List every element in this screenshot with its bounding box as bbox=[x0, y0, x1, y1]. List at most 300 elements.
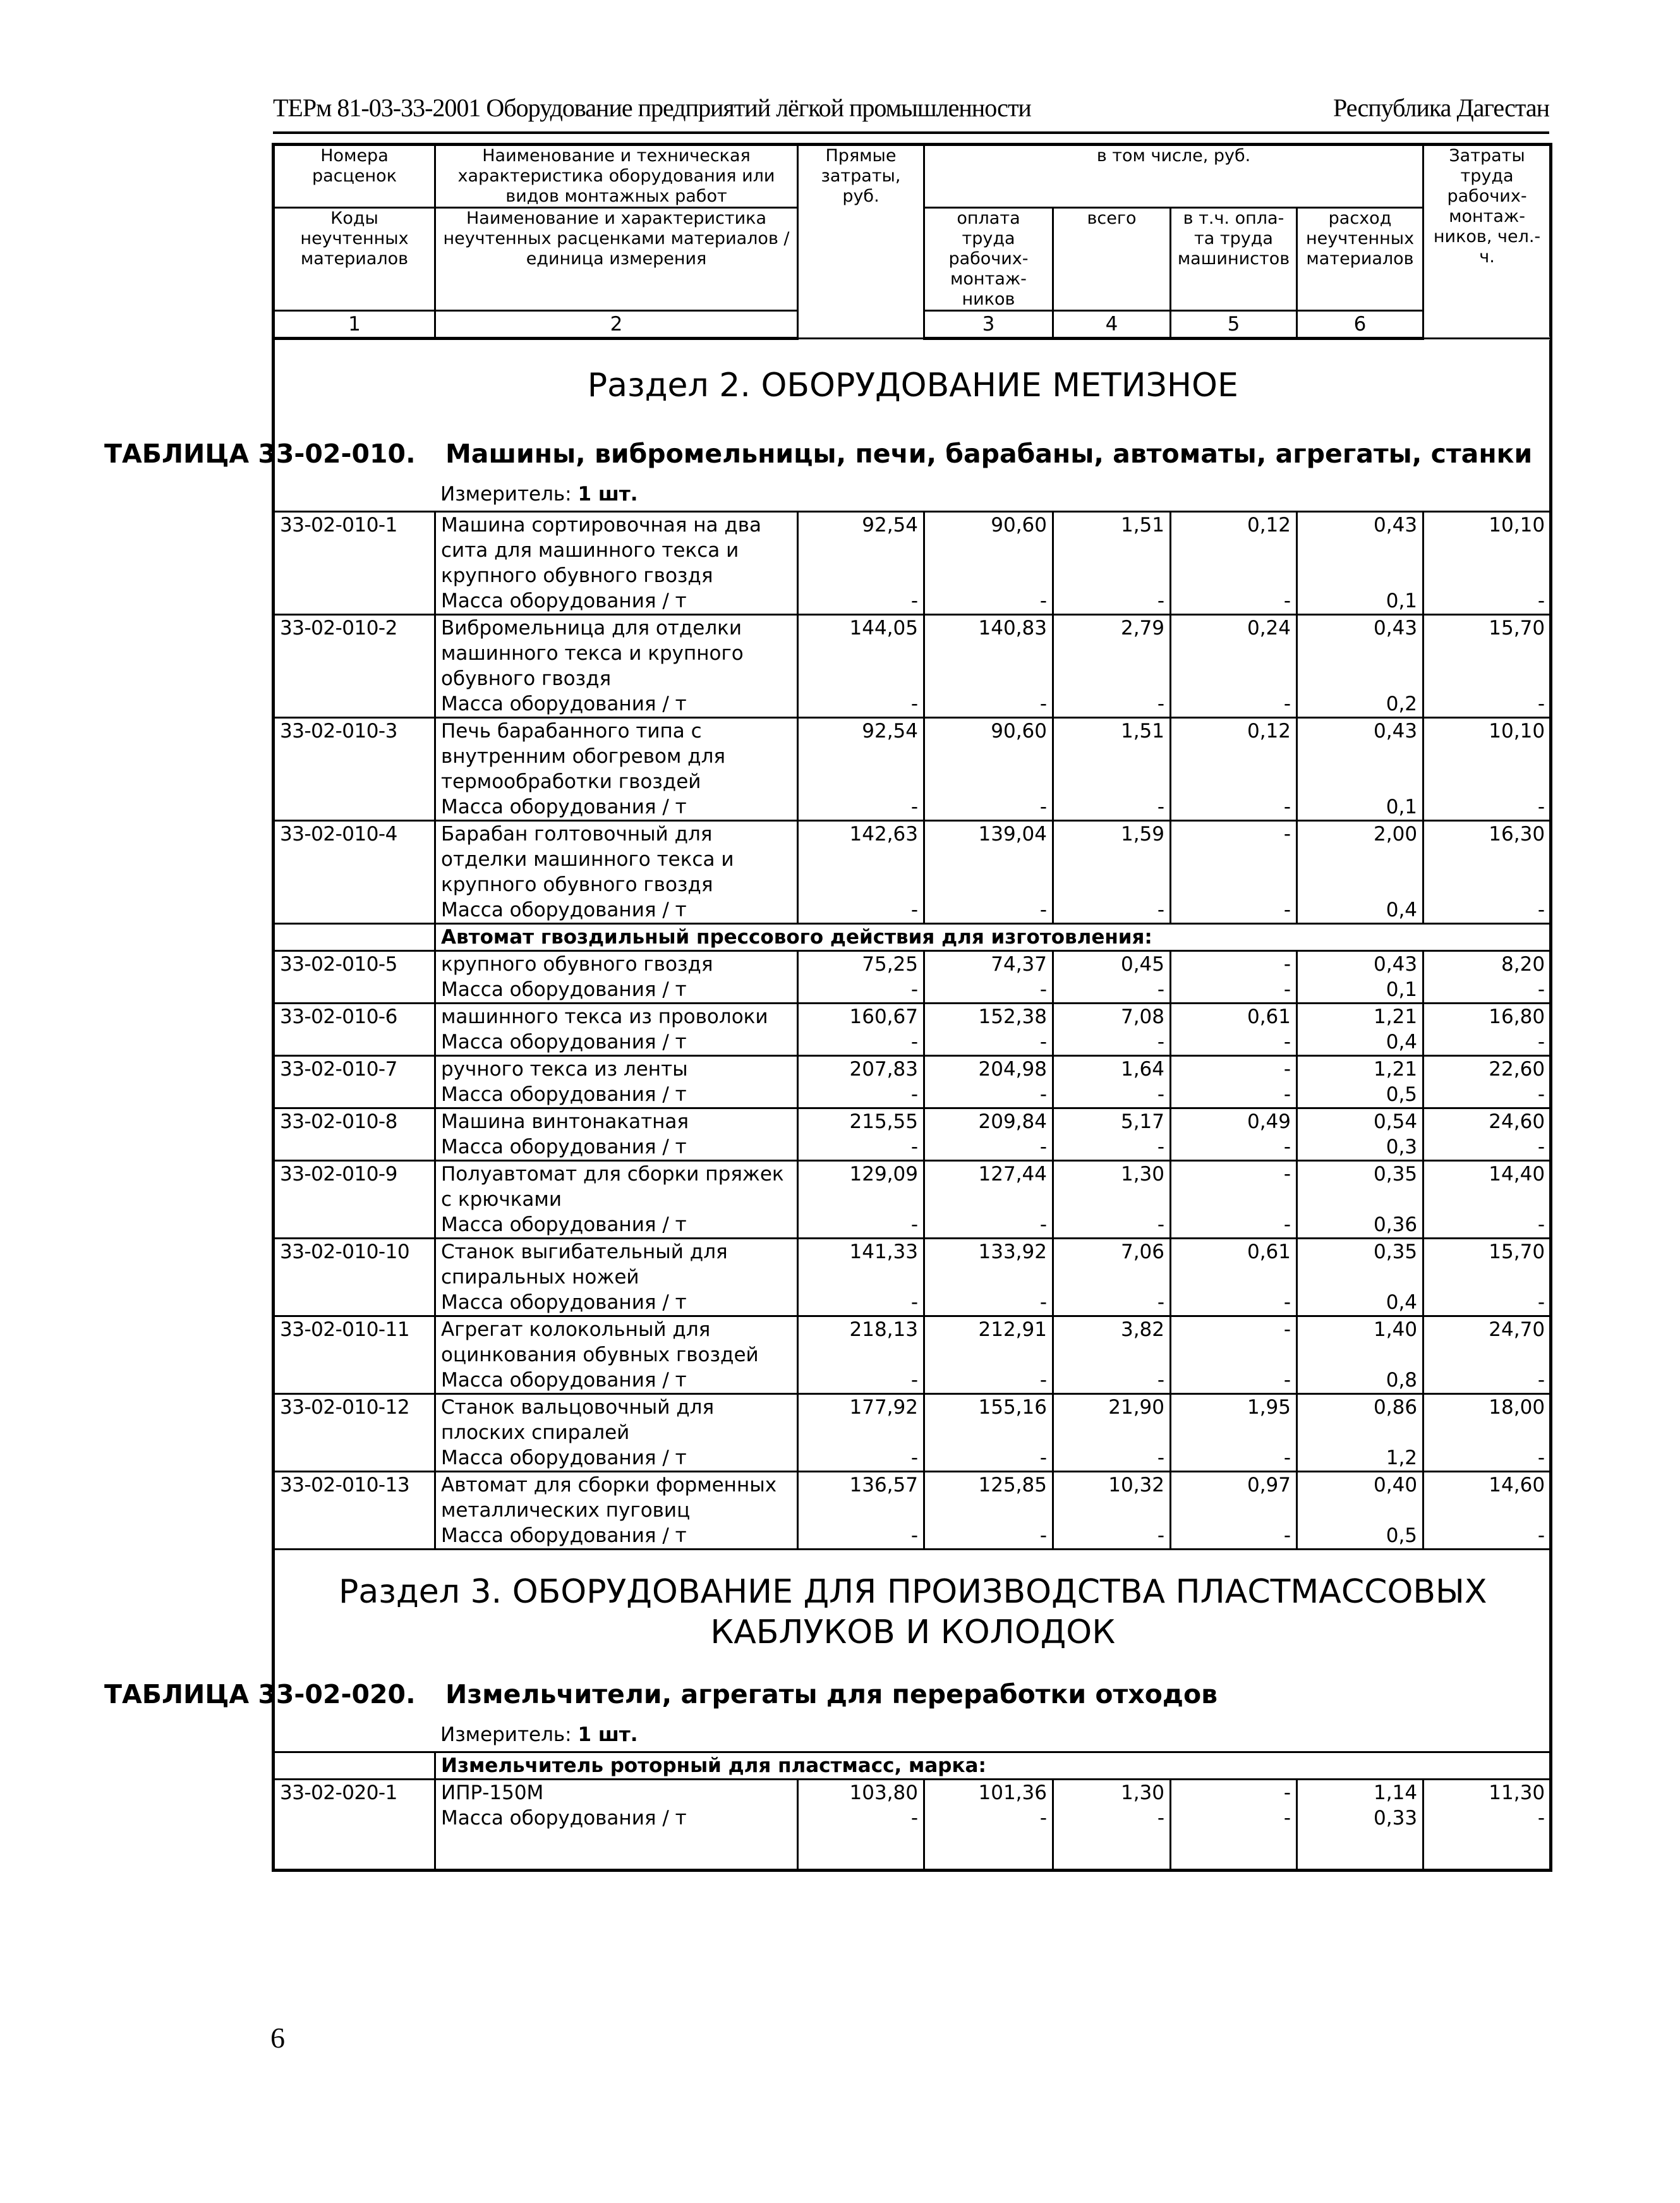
empty-cell bbox=[274, 897, 435, 924]
mass-labor: - bbox=[924, 1368, 1053, 1394]
mass-row bbox=[274, 1134, 1551, 1161]
mass-machines: - bbox=[1053, 1029, 1171, 1056]
mass-hours: - bbox=[1423, 1445, 1551, 1472]
mass-labor: - bbox=[924, 691, 1053, 718]
rate-code: 33-02-010-13 bbox=[274, 1472, 435, 1524]
column-number: 4 bbox=[1053, 311, 1171, 339]
equipment-name: крупного обувного гвоздя bbox=[435, 951, 798, 978]
mass-row bbox=[274, 1082, 1551, 1108]
value-labor: 204,98 bbox=[924, 1056, 1053, 1083]
unit-label: Измеритель: bbox=[440, 483, 572, 506]
table-row bbox=[274, 1316, 1551, 1368]
value-machines: 0,45 bbox=[1053, 951, 1171, 978]
value-direct: 177,92 bbox=[798, 1394, 924, 1446]
header-labor-hours: Затраты труда рабочих-монтаж-ников, чел.-ч. bbox=[1423, 145, 1551, 339]
table-row bbox=[274, 951, 1551, 978]
mass-hours: - bbox=[1423, 1290, 1551, 1316]
mass-label: Масса оборудования / т bbox=[435, 1029, 798, 1056]
table-label: ТАБЛИЦА 33-02-020. bbox=[104, 1679, 416, 1709]
value-direct: 144,05 bbox=[798, 615, 924, 692]
value-operators: - bbox=[1171, 1161, 1297, 1213]
mass-direct: - bbox=[798, 1290, 924, 1316]
value-materials: 0,43 bbox=[1297, 615, 1423, 692]
table-title bbox=[104, 1678, 1551, 1711]
column-number: 2 bbox=[435, 311, 798, 339]
mass-operators: - bbox=[1171, 691, 1297, 718]
mass-hours: - bbox=[1423, 588, 1551, 615]
group-subheading: Автомат гвоздильный прессового действия для изготовления: bbox=[435, 924, 1551, 951]
mass-row bbox=[274, 897, 1551, 924]
mass-operators: - bbox=[1171, 588, 1297, 615]
value-hours: 16,30 bbox=[1423, 821, 1551, 898]
mass-hours: - bbox=[1423, 1134, 1551, 1161]
header-rate-numbers: Номера расценок bbox=[274, 145, 435, 208]
empty-cell bbox=[1171, 1831, 1297, 1871]
mass-machines: - bbox=[1053, 977, 1171, 1004]
value-machines: 3,82 bbox=[1053, 1316, 1171, 1368]
value-operators: - bbox=[1171, 1316, 1297, 1368]
equipment-name: Барабан голтовочный для отделки машинного текса и крупного обувного гвоздя bbox=[435, 821, 798, 898]
rate-code: 33-02-010-12 bbox=[274, 1394, 435, 1446]
equipment-name: ИПР-150М bbox=[435, 1780, 798, 1806]
empty-cell bbox=[1297, 1831, 1423, 1871]
mass-labor: - bbox=[924, 588, 1053, 615]
value-materials: 0,86 bbox=[1297, 1394, 1423, 1446]
mass-machines: - bbox=[1053, 691, 1171, 718]
mass-row bbox=[274, 1445, 1551, 1472]
section-title: Раздел 2. ОБОРУДОВАНИЕ МЕТИЗНОЕ bbox=[587, 367, 1238, 404]
value-machines: 5,17 bbox=[1053, 1108, 1171, 1135]
value-operators: 0,61 bbox=[1171, 1004, 1297, 1030]
rate-code: 33-02-010-8 bbox=[274, 1108, 435, 1135]
header-material-use: расход неучтенных материалов bbox=[1297, 208, 1423, 311]
empty-cell bbox=[798, 1831, 924, 1871]
table-row bbox=[274, 1780, 1551, 1806]
mass-labor: - bbox=[924, 897, 1053, 924]
mass-direct: - bbox=[798, 1805, 924, 1831]
document-title: ТЕРм 81-03-33-2001 Оборудование предприятий лёгкой промышленности bbox=[273, 94, 1031, 122]
subheading-row bbox=[274, 924, 1551, 951]
value-hours: 15,70 bbox=[1423, 1239, 1551, 1290]
rate-code: 33-02-010-5 bbox=[274, 951, 435, 978]
unit-value: 1 шт. bbox=[577, 1723, 638, 1746]
mass-row bbox=[274, 1805, 1551, 1831]
region-name: Республика Дагестан bbox=[1333, 94, 1549, 122]
value-labor: 74,37 bbox=[924, 951, 1053, 978]
table-label: ТАБЛИЦА 33-02-010. bbox=[104, 439, 416, 469]
rate-code: 33-02-010-3 bbox=[274, 718, 435, 795]
mass-operators: - bbox=[1171, 1368, 1297, 1394]
value-operators: 0,97 bbox=[1171, 1472, 1297, 1524]
mass-machines: - bbox=[1053, 1134, 1171, 1161]
table-row bbox=[274, 1161, 1551, 1213]
equipment-name: Станок выгибательный для спиральных ножей bbox=[435, 1239, 798, 1290]
mass-hours: - bbox=[1423, 794, 1551, 821]
value-labor: 209,84 bbox=[924, 1108, 1053, 1135]
empty-cell bbox=[1423, 1831, 1551, 1871]
mass-materials: 1,2 bbox=[1297, 1445, 1423, 1472]
value-hours: 15,70 bbox=[1423, 615, 1551, 692]
header-operator-pay: в т.ч. опла-та труда машинистов bbox=[1171, 208, 1297, 311]
section-title-line: Раздел 3. ОБОРУДОВАНИЕ ДЛЯ ПРОИЗВОДСТВА ПЛАСТМАССОВЫХ bbox=[338, 1573, 1487, 1611]
mass-hours: - bbox=[1423, 897, 1551, 924]
empty-cell bbox=[274, 1523, 435, 1550]
equipment-name: Агрегат колокольный для оцинкования обувных гвоздей bbox=[435, 1316, 798, 1368]
value-labor: 212,91 bbox=[924, 1316, 1053, 1368]
value-machines: 21,90 bbox=[1053, 1394, 1171, 1446]
value-labor: 90,60 bbox=[924, 512, 1053, 589]
value-materials: 0,43 bbox=[1297, 718, 1423, 795]
table-header bbox=[274, 145, 1551, 339]
mass-row bbox=[274, 1029, 1551, 1056]
table-row bbox=[274, 718, 1551, 795]
mass-row bbox=[274, 794, 1551, 821]
column-number: 5 bbox=[1171, 311, 1297, 339]
header-direct-costs: Прямые затраты, руб. bbox=[798, 145, 924, 339]
mass-label: Масса оборудования / т bbox=[435, 588, 798, 615]
equipment-name: Автомат для сборки форменных металлических пуговиц bbox=[435, 1472, 798, 1524]
mass-operators: - bbox=[1171, 794, 1297, 821]
table-row bbox=[274, 615, 1551, 692]
value-hours: 14,60 bbox=[1423, 1472, 1551, 1524]
empty-cell bbox=[274, 1752, 435, 1780]
mass-direct: - bbox=[798, 1029, 924, 1056]
mass-operators: - bbox=[1171, 1523, 1297, 1550]
group-subheading: Измельчитель роторный для пластмасс, марка: bbox=[435, 1752, 1551, 1780]
mass-row bbox=[274, 588, 1551, 615]
table-row bbox=[274, 1108, 1551, 1135]
value-direct: 92,54 bbox=[798, 512, 924, 589]
value-labor: 152,38 bbox=[924, 1004, 1053, 1030]
mass-materials: 0,8 bbox=[1297, 1368, 1423, 1394]
value-machines: 1,51 bbox=[1053, 512, 1171, 589]
equipment-name: Машина винтонакатная bbox=[435, 1108, 798, 1135]
mass-direct: - bbox=[798, 1445, 924, 1472]
mass-machines: - bbox=[1053, 1445, 1171, 1472]
value-direct: 215,55 bbox=[798, 1108, 924, 1135]
mass-machines: - bbox=[1053, 897, 1171, 924]
section-3-heading bbox=[274, 1550, 1551, 1752]
empty-cell bbox=[274, 1212, 435, 1239]
value-operators: 0,61 bbox=[1171, 1239, 1297, 1290]
rate-code: 33-02-010-6 bbox=[274, 1004, 435, 1030]
mass-direct: - bbox=[798, 977, 924, 1004]
mass-operators: - bbox=[1171, 897, 1297, 924]
unit-label: Измеритель: bbox=[440, 1723, 572, 1746]
mass-machines: - bbox=[1053, 1290, 1171, 1316]
value-labor: 155,16 bbox=[924, 1394, 1053, 1446]
value-materials: 1,40 bbox=[1297, 1316, 1423, 1368]
mass-row bbox=[274, 691, 1551, 718]
value-labor: 140,83 bbox=[924, 615, 1053, 692]
section-2-body bbox=[104, 339, 1551, 1550]
value-machines: 1,51 bbox=[1053, 718, 1171, 795]
table-row bbox=[274, 1056, 1551, 1083]
value-machines: 1,59 bbox=[1053, 821, 1171, 898]
table-row bbox=[274, 1394, 1551, 1446]
value-direct: 218,13 bbox=[798, 1316, 924, 1368]
value-direct: 103,80 bbox=[798, 1780, 924, 1806]
mass-operators: - bbox=[1171, 1445, 1297, 1472]
mass-labor: - bbox=[924, 1029, 1053, 1056]
value-direct: 136,57 bbox=[798, 1472, 924, 1524]
value-machines: 1,64 bbox=[1053, 1056, 1171, 1083]
empty-cell bbox=[274, 1445, 435, 1472]
mass-materials: 0,1 bbox=[1297, 794, 1423, 821]
subheading-row bbox=[274, 1752, 1551, 1780]
mass-materials: 0,4 bbox=[1297, 1290, 1423, 1316]
mass-label: Масса оборудования / т bbox=[435, 1082, 798, 1108]
value-materials: 0,35 bbox=[1297, 1239, 1423, 1290]
empty-cell bbox=[274, 794, 435, 821]
page-header bbox=[273, 88, 1549, 134]
mass-hours: - bbox=[1423, 1212, 1551, 1239]
mass-operators: - bbox=[1171, 1082, 1297, 1108]
equipment-name: ручного текса из ленты bbox=[435, 1056, 798, 1083]
value-operators: 0,24 bbox=[1171, 615, 1297, 692]
value-materials: 0,54 bbox=[1297, 1108, 1423, 1135]
empty-cell bbox=[274, 1290, 435, 1316]
rate-code: 33-02-010-10 bbox=[274, 1239, 435, 1290]
value-hours: 10,10 bbox=[1423, 512, 1551, 589]
mass-row bbox=[274, 1368, 1551, 1394]
value-labor: 139,04 bbox=[924, 821, 1053, 898]
empty-cell bbox=[274, 1029, 435, 1056]
value-direct: 75,25 bbox=[798, 951, 924, 978]
rate-code: 33-02-010-11 bbox=[274, 1316, 435, 1368]
header-machines-total: всего bbox=[1053, 208, 1171, 311]
mass-materials: 0,5 bbox=[1297, 1523, 1423, 1550]
empty-row bbox=[274, 1831, 1551, 1871]
table-row bbox=[274, 1004, 1551, 1030]
mass-operators: - bbox=[1171, 1805, 1297, 1831]
value-direct: 141,33 bbox=[798, 1239, 924, 1290]
value-hours: 11,30 bbox=[1423, 1780, 1551, 1806]
mass-direct: - bbox=[798, 897, 924, 924]
value-hours: 24,60 bbox=[1423, 1108, 1551, 1135]
value-materials: 0,43 bbox=[1297, 512, 1423, 589]
mass-labor: - bbox=[924, 1082, 1053, 1108]
mass-labor: - bbox=[924, 1290, 1053, 1316]
rate-code: 33-02-010-9 bbox=[274, 1161, 435, 1213]
rate-code: 33-02-010-4 bbox=[274, 821, 435, 898]
unit-value: 1 шт. bbox=[577, 483, 638, 506]
value-machines: 1,30 bbox=[1053, 1161, 1171, 1213]
empty-cell bbox=[274, 1831, 435, 1871]
mass-label: Масса оборудования / т bbox=[435, 1523, 798, 1550]
header-equipment-name: Наименование и техническая характеристика оборудования или видов монтажных работ bbox=[435, 145, 798, 208]
mass-direct: - bbox=[798, 1368, 924, 1394]
mass-label: Масса оборудования / т bbox=[435, 1134, 798, 1161]
value-operators: 0,12 bbox=[1171, 718, 1297, 795]
value-operators: 0,49 bbox=[1171, 1108, 1297, 1135]
mass-row bbox=[274, 1523, 1551, 1550]
value-operators: - bbox=[1171, 1056, 1297, 1083]
mass-label: Масса оборудования / т bbox=[435, 897, 798, 924]
table-name: Машины, вибромельницы, печи, барабаны, автоматы, агрегаты, станки bbox=[445, 439, 1533, 469]
table-title bbox=[104, 437, 1551, 470]
mass-materials: 0,5 bbox=[1297, 1082, 1423, 1108]
empty-cell bbox=[274, 588, 435, 615]
mass-label: Масса оборудования / т bbox=[435, 977, 798, 1004]
table-row bbox=[274, 821, 1551, 898]
value-machines: 1,30 bbox=[1053, 1780, 1171, 1806]
mass-direct: - bbox=[798, 1523, 924, 1550]
empty-cell bbox=[274, 1805, 435, 1831]
rate-code: 33-02-010-1 bbox=[274, 512, 435, 589]
value-labor: 125,85 bbox=[924, 1472, 1053, 1524]
mass-hours: - bbox=[1423, 1082, 1551, 1108]
equipment-name: Вибромельница для отделки машинного текса и крупного обувного гвоздя bbox=[435, 615, 798, 692]
value-materials: 2,00 bbox=[1297, 821, 1423, 898]
empty-cell bbox=[274, 977, 435, 1004]
unit-line bbox=[275, 482, 1551, 507]
empty-cell bbox=[274, 924, 435, 951]
mass-machines: - bbox=[1053, 1523, 1171, 1550]
rate-code: 33-02-020-1 bbox=[274, 1780, 435, 1806]
table-row bbox=[274, 512, 1551, 589]
mass-materials: 0,1 bbox=[1297, 977, 1423, 1004]
mass-row bbox=[274, 1290, 1551, 1316]
rate-code: 33-02-010-2 bbox=[274, 615, 435, 692]
value-materials: 0,35 bbox=[1297, 1161, 1423, 1213]
mass-operators: - bbox=[1171, 1029, 1297, 1056]
value-hours: 16,80 bbox=[1423, 1004, 1551, 1030]
value-materials: 1,14 bbox=[1297, 1780, 1423, 1806]
mass-label: Масса оборудования / т bbox=[435, 1805, 798, 1831]
equipment-name: машинного текса из проволоки bbox=[435, 1004, 798, 1030]
mass-materials: 0,4 bbox=[1297, 1029, 1423, 1056]
value-direct: 129,09 bbox=[798, 1161, 924, 1213]
value-machines: 7,08 bbox=[1053, 1004, 1171, 1030]
value-operators: - bbox=[1171, 951, 1297, 978]
value-machines: 2,79 bbox=[1053, 615, 1171, 692]
mass-materials: 0,36 bbox=[1297, 1212, 1423, 1239]
empty-cell bbox=[274, 1134, 435, 1161]
table-name: Измельчители, агрегаты для переработки отходов bbox=[445, 1679, 1218, 1709]
mass-labor: - bbox=[924, 1445, 1053, 1472]
mass-labor: - bbox=[924, 977, 1053, 1004]
mass-machines: - bbox=[1053, 1082, 1171, 1108]
equipment-name: Машина сортировочная на два сита для машинного текса и крупного обувного гвоздя bbox=[435, 512, 798, 589]
mass-hours: - bbox=[1423, 1368, 1551, 1394]
value-labor: 90,60 bbox=[924, 718, 1053, 795]
mass-direct: - bbox=[798, 691, 924, 718]
mass-machines: - bbox=[1053, 1368, 1171, 1394]
value-direct: 207,83 bbox=[798, 1056, 924, 1083]
mass-label: Масса оборудования / т bbox=[435, 691, 798, 718]
column-number: 6 bbox=[1297, 311, 1423, 339]
mass-direct: - bbox=[798, 1134, 924, 1161]
mass-label: Масса оборудования / т bbox=[435, 794, 798, 821]
table-row bbox=[274, 1472, 1551, 1524]
equipment-name: Печь барабанного типа с внутренним обогревом для термообработки гвоздей bbox=[435, 718, 798, 795]
mass-materials: 0,2 bbox=[1297, 691, 1423, 718]
value-operators: 0,12 bbox=[1171, 512, 1297, 589]
mass-hours: - bbox=[1423, 1523, 1551, 1550]
value-labor: 101,36 bbox=[924, 1780, 1053, 1806]
mass-row bbox=[274, 1212, 1551, 1239]
mass-materials: 0,33 bbox=[1297, 1805, 1423, 1831]
value-materials: 0,43 bbox=[1297, 951, 1423, 978]
mass-operators: - bbox=[1171, 977, 1297, 1004]
header-material-name: Наименование и характеристика неучтенных расценками материалов / единица измерения bbox=[435, 208, 798, 311]
header-material-codes: Коды неучтенных материалов bbox=[274, 208, 435, 311]
section-title-line: КАБЛУКОВ И КОЛОДОК bbox=[710, 1613, 1116, 1651]
mass-operators: - bbox=[1171, 1212, 1297, 1239]
mass-label: Масса оборудования / т bbox=[435, 1212, 798, 1239]
value-machines: 10,32 bbox=[1053, 1472, 1171, 1524]
mass-direct: - bbox=[798, 1082, 924, 1108]
mass-hours: - bbox=[1423, 977, 1551, 1004]
mass-direct: - bbox=[798, 794, 924, 821]
page-number: 6 bbox=[270, 2022, 285, 2054]
mass-direct: - bbox=[798, 588, 924, 615]
mass-operators: - bbox=[1171, 1290, 1297, 1316]
empty-cell bbox=[274, 1082, 435, 1108]
value-labor: 133,92 bbox=[924, 1239, 1053, 1290]
value-labor: 127,44 bbox=[924, 1161, 1053, 1213]
mass-machines: - bbox=[1053, 794, 1171, 821]
empty-cell bbox=[274, 1368, 435, 1394]
mass-machines: - bbox=[1053, 588, 1171, 615]
empty-cell bbox=[435, 1831, 798, 1871]
column-number: 1 bbox=[274, 311, 435, 339]
value-hours: 18,00 bbox=[1423, 1394, 1551, 1446]
value-operators: 1,95 bbox=[1171, 1394, 1297, 1446]
mass-label: Масса оборудования / т bbox=[435, 1290, 798, 1316]
mass-materials: 0,3 bbox=[1297, 1134, 1423, 1161]
value-direct: 142,63 bbox=[798, 821, 924, 898]
mass-machines: - bbox=[1053, 1805, 1171, 1831]
mass-labor: - bbox=[924, 1212, 1053, 1239]
table-row bbox=[274, 1239, 1551, 1290]
mass-materials: 0,1 bbox=[1297, 588, 1423, 615]
header-including: в том числе, руб. bbox=[924, 145, 1423, 208]
value-direct: 160,67 bbox=[798, 1004, 924, 1030]
mass-row bbox=[274, 977, 1551, 1004]
value-hours: 10,10 bbox=[1423, 718, 1551, 795]
value-hours: 8,20 bbox=[1423, 951, 1551, 978]
value-materials: 1,21 bbox=[1297, 1004, 1423, 1030]
equipment-name: Полуавтомат для сборки пряжек с крючками bbox=[435, 1161, 798, 1213]
price-table bbox=[104, 143, 1552, 1872]
mass-labor: - bbox=[924, 1523, 1053, 1550]
unit-line bbox=[275, 1722, 1551, 1747]
mass-labor: - bbox=[924, 1134, 1053, 1161]
header-worker-pay: оплата труда рабочих-монтаж-ников bbox=[924, 208, 1053, 311]
empty-cell bbox=[924, 1831, 1053, 1871]
value-operators: - bbox=[1171, 821, 1297, 898]
mass-hours: - bbox=[1423, 691, 1551, 718]
rate-code: 33-02-010-7 bbox=[274, 1056, 435, 1083]
mass-hours: - bbox=[1423, 1805, 1551, 1831]
mass-label: Масса оборудования / т bbox=[435, 1445, 798, 1472]
value-machines: 7,06 bbox=[1053, 1239, 1171, 1290]
mass-label: Масса оборудования / т bbox=[435, 1368, 798, 1394]
mass-machines: - bbox=[1053, 1212, 1171, 1239]
mass-labor: - bbox=[924, 1805, 1053, 1831]
section-title bbox=[275, 1550, 1551, 1659]
section-2-heading bbox=[274, 339, 1551, 512]
equipment-name: Станок вальцовочный для плоских спиралей bbox=[435, 1394, 798, 1446]
empty-cell bbox=[1053, 1831, 1171, 1871]
value-materials: 0,40 bbox=[1297, 1472, 1423, 1524]
mass-materials: 0,4 bbox=[1297, 897, 1423, 924]
mass-labor: - bbox=[924, 794, 1053, 821]
column-number: 3 bbox=[924, 311, 1053, 339]
mass-direct: - bbox=[798, 1212, 924, 1239]
